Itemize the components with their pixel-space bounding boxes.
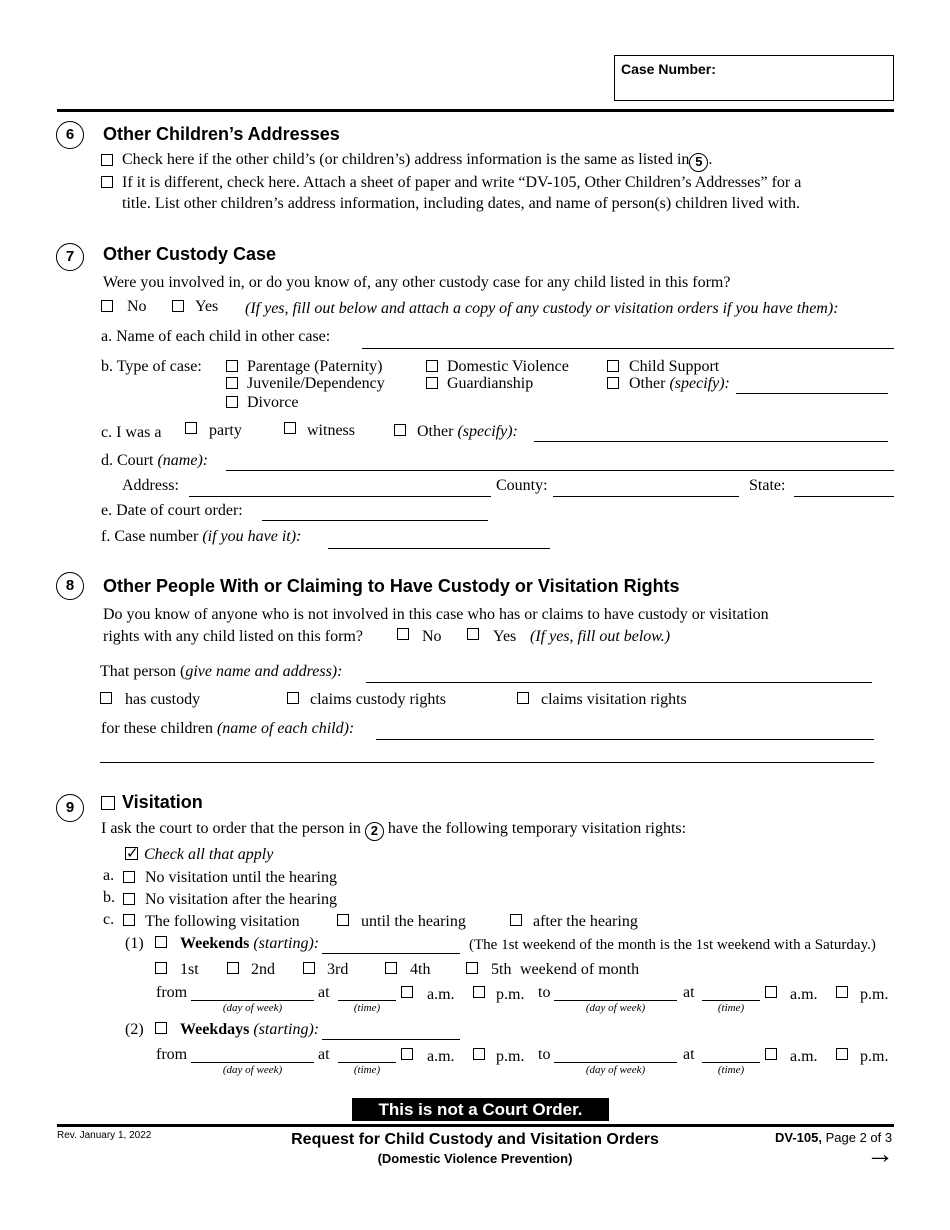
different-address-line2: title. List other children’s address information, including dates, and name of person(s) children lived with. [122, 195, 801, 212]
other-people-yes-checkbox[interactable] [467, 628, 479, 640]
weekend-3rd-checkbox[interactable] [303, 962, 315, 974]
weekends-start-field[interactable] [322, 953, 460, 954]
weekdays-from-pm-checkbox[interactable] [473, 1048, 485, 1060]
weekdays-to-pm-checkbox[interactable] [836, 1048, 848, 1060]
footer-rule [57, 1124, 894, 1127]
weekdays-from-at-label: at [318, 1046, 330, 1063]
custody-case-yes-label: Yes [195, 298, 219, 315]
same-address-checkbox[interactable] [101, 154, 113, 166]
weekdays-to-at-label: at [683, 1046, 695, 1063]
parentage-label: Parentage (Paternity) [247, 358, 383, 375]
other-people-no-checkbox[interactable] [397, 628, 409, 640]
weekdays-checkbox[interactable] [155, 1022, 167, 1034]
other-people-no-label: No [422, 628, 442, 645]
weekdays-starting: (starting): [253, 1021, 320, 1038]
that-person-text: That person ( [100, 663, 186, 680]
case-number-field[interactable] [328, 548, 550, 549]
domestic-violence-checkbox[interactable] [426, 360, 438, 372]
has-custody-label: has custody [125, 691, 201, 708]
page-number: Page 2 of 3 [825, 1130, 893, 1145]
court-state-field[interactable] [794, 496, 894, 497]
no-visitation-after-label: No visitation after the hearing [145, 891, 337, 908]
case-number-box[interactable] [614, 55, 894, 101]
section-9-number: 9 [56, 794, 84, 822]
other-people-question-line2: rights with any child listed on this form? [103, 628, 363, 645]
weekend-of-month-label: weekend of month [520, 961, 640, 978]
weekend-note: (The 1st weekend of the month is the 1st weekend with a Saturday.) [469, 937, 876, 953]
weekdays-to-time-field[interactable] [702, 1062, 760, 1063]
weekdays-to-day-field[interactable] [554, 1062, 677, 1063]
these-children-note: (name of each child): [216, 720, 355, 737]
no-visitation-until-label: No visitation until the hearing [145, 869, 337, 886]
until-hearing-label: until the hearing [361, 913, 466, 930]
other-type-checkbox[interactable] [607, 377, 619, 389]
domestic-violence-label: Domestic Violence [447, 358, 569, 375]
case-number-f-note: (if you have it): [202, 528, 302, 545]
court-name-note: (name): [157, 452, 209, 469]
other-type-label [629, 374, 730, 393]
weekends-to-am-checkbox[interactable] [765, 986, 777, 998]
custody-case-yes-note: (If yes, fill out below and attach a copy of any custody or visitation orders if you have them): [245, 300, 839, 317]
divorce-label: Divorce [247, 394, 299, 411]
weekend-3rd-label: 3rd [327, 961, 349, 978]
weekends-number: (1) [125, 935, 144, 952]
these-children-label [101, 719, 354, 738]
other-type-field[interactable] [736, 393, 888, 394]
court-text: d. Court [101, 452, 154, 469]
these-children-field-2[interactable] [100, 762, 874, 763]
weekend-5th-label: 5th [491, 961, 512, 978]
guardianship-checkbox[interactable] [426, 377, 438, 389]
court-name-field[interactable] [226, 470, 894, 471]
has-custody-checkbox[interactable] [100, 692, 112, 704]
after-hearing-label: after the hearing [533, 913, 638, 930]
these-children-field[interactable] [376, 739, 874, 740]
weekdays-from-time-field[interactable] [338, 1062, 396, 1063]
no-visitation-until-checkbox[interactable] [123, 871, 135, 883]
witness-checkbox[interactable] [284, 422, 296, 434]
weekends-from-pm-checkbox[interactable] [473, 986, 485, 998]
weekdays-from-am-checkbox[interactable] [401, 1048, 413, 1060]
visitation-request-text [101, 819, 686, 841]
weekends-to-day-field[interactable] [554, 1000, 677, 1001]
case-type-label: b. Type of case: [101, 358, 202, 375]
that-person-field[interactable] [366, 682, 872, 683]
witness-label: witness [307, 422, 355, 439]
weekdays-text: Weekdays [180, 1021, 250, 1038]
court-county-label: County: [496, 477, 548, 494]
weekdays-to-am-checkbox[interactable] [765, 1048, 777, 1060]
weekends-starting: (starting): [253, 935, 320, 952]
court-order-date-field[interactable] [262, 520, 488, 521]
other-type-text: Other [629, 375, 666, 392]
juvenile-checkbox[interactable] [226, 377, 238, 389]
that-person-label [100, 662, 342, 681]
court-label [101, 451, 208, 470]
other-people-yes-label: Yes [493, 628, 517, 645]
weekends-to-am-label: a.m. [790, 986, 818, 1003]
case-number-f-text: f. Case number [101, 528, 199, 545]
weekdays-to-day-caption: (day of week) [585, 1064, 646, 1076]
weekends-label [180, 934, 319, 953]
form-subtitle: (Domestic Violence Prevention) [377, 1151, 573, 1166]
weekends-to-time-field[interactable] [702, 1000, 760, 1001]
section-7-number: 7 [56, 243, 84, 271]
claims-visitation-label: claims visitation rights [541, 691, 687, 708]
weekends-text: Weekends [180, 935, 250, 952]
weekends-from-at-label: at [318, 984, 330, 1001]
custody-case-yes-checkbox[interactable] [172, 300, 184, 312]
weekdays-number: (2) [125, 1021, 144, 1038]
these-children-text: for these children [101, 720, 213, 737]
weekdays-to-pm-label: p.m. [860, 1048, 889, 1065]
section-9-title: Visitation [122, 792, 203, 812]
claims-visitation-checkbox[interactable] [517, 692, 529, 704]
other-role-label [417, 422, 518, 441]
other-people-yes-note: (If yes, fill out below.) [530, 628, 671, 645]
weekends-to-at-label: at [683, 984, 695, 1001]
custody-case-no-label: No [127, 298, 147, 315]
same-address-text: Check here if the other child’s (or children’s) address information is the same as listed in 5 . [122, 150, 712, 172]
weekends-from-time-caption: (time) [353, 1002, 381, 1014]
weekends-checkbox[interactable] [155, 936, 167, 948]
guardianship-label: Guardianship [447, 375, 534, 392]
other-type-specify: (specify): [669, 375, 730, 392]
claims-custody-label: claims custody rights [310, 691, 446, 708]
weekdays-start-field[interactable] [322, 1039, 460, 1040]
following-visitation-label: The following visitation [145, 913, 300, 930]
no-visitation-after-checkbox[interactable] [123, 893, 135, 905]
weekdays-from-time-caption: (time) [353, 1064, 381, 1076]
other-people-question-line1: Do you know of anyone who is not involved in this case who has or claims to have custody or visitation [103, 606, 769, 623]
weekends-from-am-checkbox[interactable] [401, 986, 413, 998]
weekdays-to-am-label: a.m. [790, 1048, 818, 1065]
until-hearing-checkbox[interactable] [337, 914, 349, 926]
child-support-checkbox[interactable] [607, 360, 619, 372]
party-checkbox[interactable] [185, 422, 197, 434]
weekends-to-day-caption: (day of week) [585, 1002, 646, 1014]
weekends-from-day-caption: (day of week) [222, 1002, 283, 1014]
weekends-from-pm-label: p.m. [496, 986, 525, 1003]
revision-date: Rev. January 1, 2022 [57, 1130, 152, 1141]
weekends-to-pm-label: p.m. [860, 986, 889, 1003]
weekends-from-label: from [156, 984, 188, 1001]
weekdays-from-am-label: a.m. [427, 1048, 455, 1065]
custody-case-question: Were you involved in, or do you know of, any other custody case for any child listed in this form? [103, 274, 731, 291]
weekdays-from-day-field[interactable] [191, 1062, 314, 1063]
weekend-2nd-label: 2nd [251, 961, 275, 978]
divorce-checkbox[interactable] [226, 396, 238, 408]
same-address-label: Check here if the other child’s (or children’s) address information is the same as listed in [122, 151, 690, 168]
section-8-number: 8 [56, 572, 84, 600]
that-person-note: give name and address): [185, 663, 343, 680]
weekdays-to-label: to [538, 1046, 551, 1063]
weekend-1st-checkbox[interactable] [155, 962, 167, 974]
party-label: party [209, 422, 242, 439]
weekends-to-label: to [538, 984, 551, 1001]
weekdays-from-pm-label: p.m. [496, 1048, 525, 1065]
other-role-specify: (specify): [457, 423, 518, 440]
court-county-field[interactable] [553, 496, 739, 497]
child-support-label: Child Support [629, 358, 720, 375]
visitation-ask-post: have the following temporary visitation rights: [387, 820, 687, 837]
court-address-label: Address: [122, 477, 179, 494]
header-rule [57, 109, 894, 112]
court-address-field[interactable] [189, 496, 491, 497]
section-ref-5: 5 [689, 153, 708, 172]
different-address-checkbox[interactable] [101, 176, 113, 188]
next-page-arrow-icon: → [866, 1138, 894, 1169]
case-number-label-f [101, 527, 301, 546]
option-c-letter: c. [103, 911, 115, 928]
case-number-label: Case Number: [621, 61, 716, 77]
visitation-ask-pre: I ask the court to order that the person in [101, 820, 361, 837]
following-visitation-checkbox[interactable] [123, 914, 135, 926]
not-court-order-banner: This is not a Court Order. [352, 1098, 609, 1121]
other-role-checkbox[interactable] [394, 424, 406, 436]
court-order-date-label: e. Date of court order: [101, 502, 243, 519]
section-6-title: Other Children’s Addresses [103, 124, 340, 144]
section-7-title: Other Custody Case [103, 244, 277, 264]
court-state-label: State: [749, 477, 786, 494]
weekend-4th-label: 4th [410, 961, 431, 978]
different-address-line1: If it is different, check here. Attach a sheet of paper and write “DV-105, Other Children’s Addresses” for a [122, 174, 802, 191]
weekend-2nd-checkbox[interactable] [227, 962, 239, 974]
check-all-label: Check all that apply [144, 846, 274, 863]
section-6-number: 6 [56, 121, 84, 149]
other-role-field[interactable] [534, 441, 888, 442]
other-role-text: Other [417, 423, 454, 440]
custody-case-no-checkbox[interactable] [101, 300, 113, 312]
form-title: Request for Child Custody and Visitation Orders [291, 1131, 659, 1148]
option-a-letter: a. [103, 867, 115, 884]
weekdays-from-day-caption: (day of week) [222, 1064, 283, 1076]
weekdays-to-time-caption: (time) [717, 1064, 745, 1076]
juvenile-label: Juvenile/Dependency [247, 375, 385, 392]
form-id: DV-105, [775, 1130, 822, 1145]
check-all-icon: ✓ [126, 844, 139, 862]
child-name-field[interactable] [362, 348, 894, 349]
section-ref-2: 2 [365, 822, 384, 841]
child-name-label: a. Name of each child in other case: [101, 328, 331, 345]
weekends-from-time-field[interactable] [338, 1000, 396, 1001]
weekend-1st-label: 1st [180, 961, 199, 978]
weekends-from-am-label: a.m. [427, 986, 455, 1003]
weekends-from-day-field[interactable] [191, 1000, 314, 1001]
weekend-4th-checkbox[interactable] [385, 962, 397, 974]
weekends-to-time-caption: (time) [717, 1002, 745, 1014]
claims-custody-checkbox[interactable] [287, 692, 299, 704]
weekend-5th-checkbox[interactable] [466, 962, 478, 974]
parentage-checkbox[interactable] [226, 360, 238, 372]
visitation-checkbox[interactable] [101, 796, 115, 810]
weekdays-label [180, 1020, 319, 1039]
after-hearing-checkbox[interactable] [510, 914, 522, 926]
weekends-to-pm-checkbox[interactable] [836, 986, 848, 998]
section-8-title: Other People With or Claiming to Have Custody or Visitation Rights [103, 576, 680, 596]
weekdays-from-label: from [156, 1046, 188, 1063]
option-b-letter: b. [103, 889, 115, 906]
i-was-a-label: c. I was a [101, 424, 162, 441]
